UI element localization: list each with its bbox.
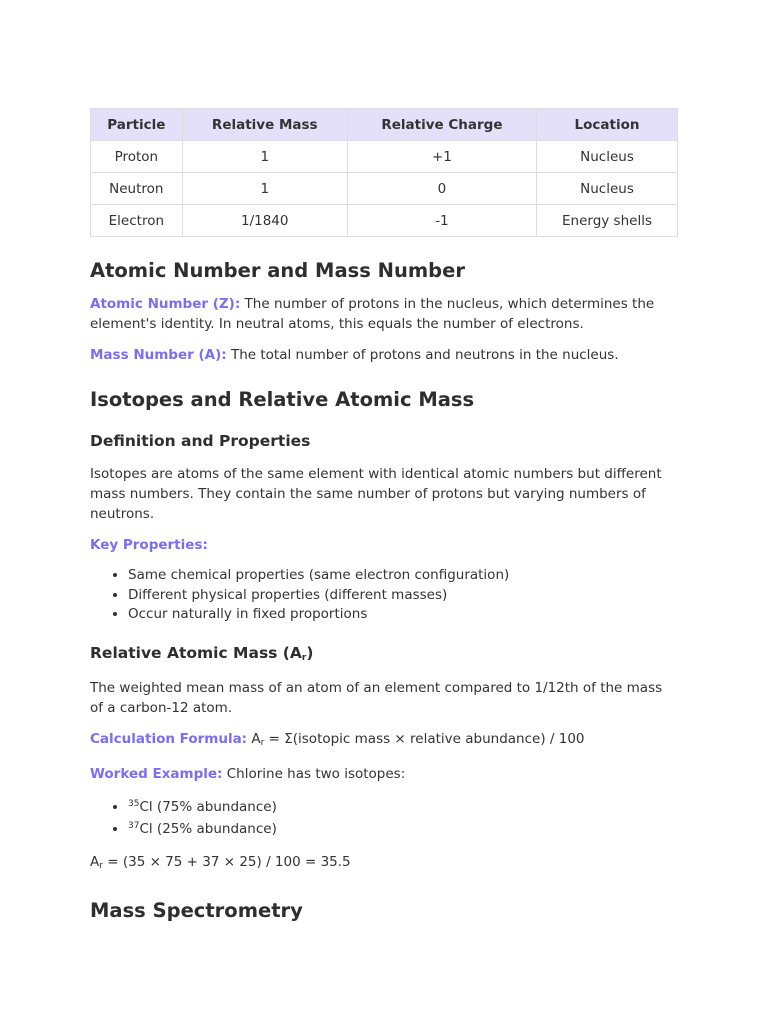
table-cell: 0 [347, 173, 536, 205]
calc-a: A [90, 853, 100, 870]
isotopes-definition: Isotopes are atoms of the same element with identical atomic numbers but different mass numbers. They contain the same number of protons but varying numbers of neutrons. [90, 466, 662, 523]
isotope-mass-superscript: 37 [128, 821, 140, 832]
list-item: • Occur naturally in fixed proportions [128, 605, 678, 625]
table-cell: Nucleus [537, 173, 678, 205]
subheading-text: Relative Atomic Mass (A [90, 643, 302, 662]
table-cell: 1/1840 [182, 205, 347, 237]
calc-subscript: r [99, 860, 103, 871]
subheading-subscript: r [301, 652, 307, 663]
mass-number-label: Mass Number (A): [90, 347, 227, 364]
table-cell: Neutron [91, 173, 183, 205]
heading-atomic-number: Atomic Number and Mass Number [90, 259, 465, 282]
heading-mass-spectrometry: Mass Spectrometry [90, 898, 303, 922]
table-row [91, 205, 678, 237]
properties-list [90, 566, 678, 625]
isotope-mass-superscript: 35 [128, 798, 140, 809]
formula-text: = Σ(isotopic mass × relative abundance) / 100 [264, 730, 585, 747]
formula-label: Calculation Formula: [90, 730, 248, 747]
subheading-definition: Definition and Properties [90, 431, 311, 450]
document-content [90, 108, 678, 922]
table-cell: Nucleus [537, 141, 678, 173]
isotope-text: Cl (25% abundance) [139, 821, 277, 838]
table-cell: Energy shells [537, 205, 678, 237]
list-item [128, 817, 678, 840]
table-header-cell: Relative Charge [347, 109, 536, 141]
atomic-number-paragraph [90, 294, 678, 334]
list-item: • Same chemical properties (same electron configuration) [128, 566, 678, 586]
particle-table [90, 108, 678, 237]
worked-example-text: Chlorine has two isotopes: [222, 765, 406, 782]
key-properties-paragraph [90, 535, 678, 555]
table-cell: -1 [347, 205, 536, 237]
table-row [91, 173, 678, 205]
list-item [128, 795, 678, 818]
table-cell: +1 [347, 141, 536, 173]
subheading-close: ) [306, 643, 314, 662]
calculation-paragraph [90, 852, 678, 876]
heading-isotopes: Isotopes and Relative Atomic Mass [90, 388, 475, 412]
isotope-text: Cl (75% abundance) [139, 798, 277, 815]
worked-example-paragraph [90, 764, 678, 784]
mass-number-paragraph [90, 345, 678, 365]
worked-example-label: Worked Example: [90, 765, 223, 782]
formula-paragraph [90, 729, 678, 753]
table-header-row [91, 109, 678, 141]
isotopes-list [90, 795, 678, 840]
table-header-cell: Particle [91, 109, 183, 141]
mass-number-text: The total number of protons and neutrons in the nucleus. [226, 347, 619, 364]
table-row [91, 141, 678, 173]
table-cell: Proton [91, 141, 183, 173]
atomic-number-label: Atomic Number (Z): [90, 296, 241, 313]
table-header-cell: Relative Mass [182, 109, 347, 141]
list-item: • Different physical properties (different masses) [128, 586, 678, 606]
table-header-cell: Location [537, 109, 678, 141]
relative-atomic-mass-definition: The weighted mean mass of an atom of an element compared to 1/12th of the mass of a carbon-12 atom. [90, 679, 663, 716]
table-cell: 1 [182, 173, 347, 205]
table-cell: 1 [182, 141, 347, 173]
table-cell: Electron [91, 205, 183, 237]
atomic-number-text: The number of protons in the nucleus, which determines the element's identity. In neutral atoms, this equals the number of electrons. [90, 296, 655, 333]
key-properties-label: Key Properties: [90, 537, 208, 554]
subheading-relative-atomic-mass [90, 644, 678, 664]
calc-text: = (35 × 75 + 37 × 25) / 100 = 35.5 [102, 853, 351, 870]
formula-subscript: r [260, 737, 265, 748]
formula-a: A [247, 730, 261, 747]
